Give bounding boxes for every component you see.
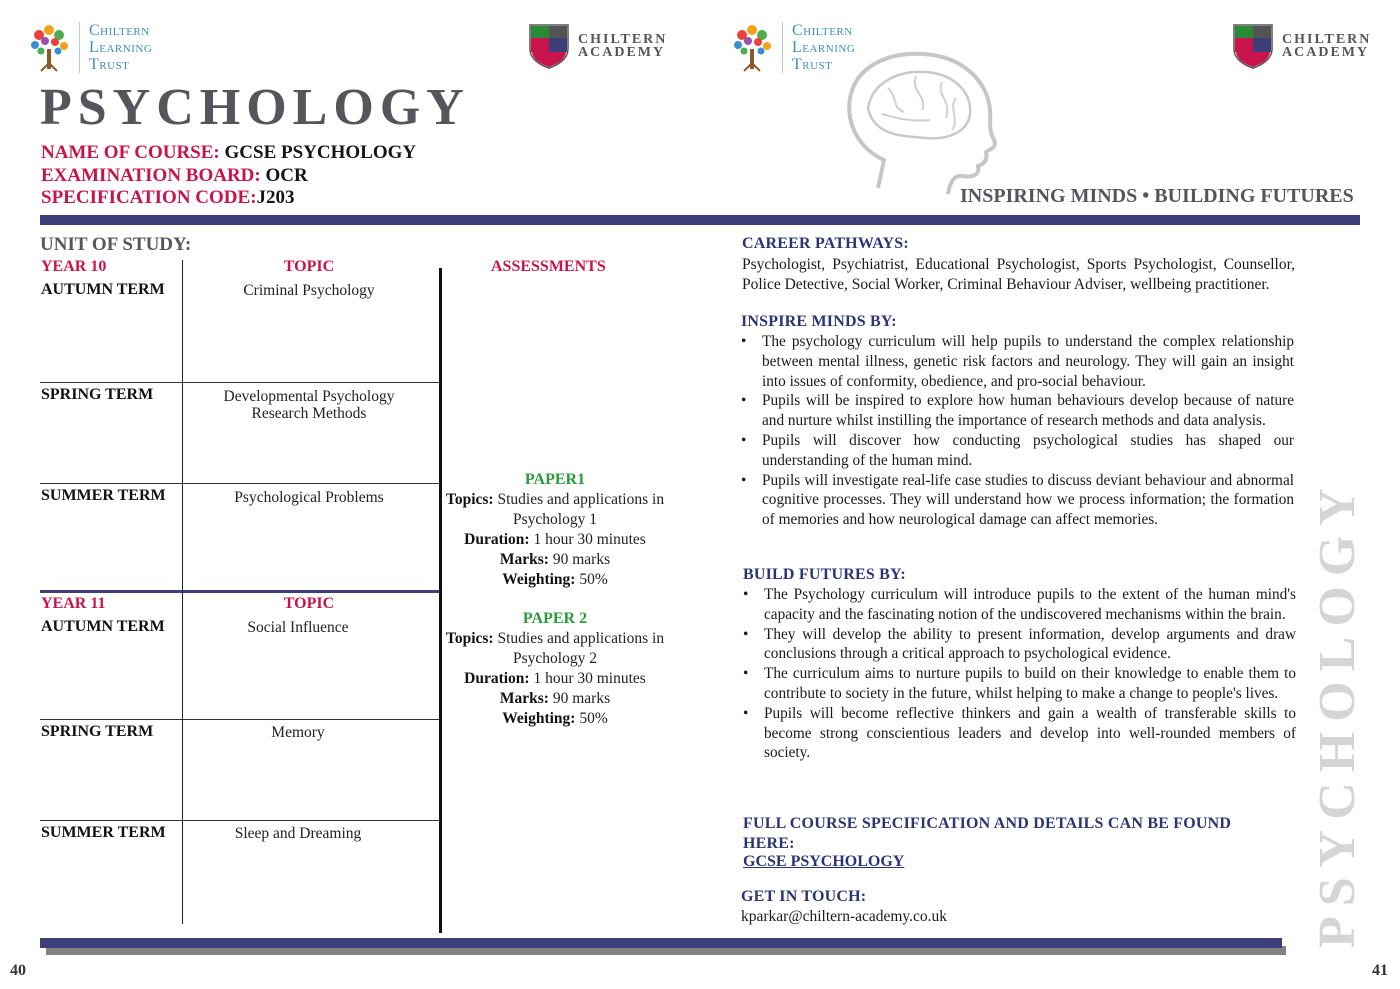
list-item: • They will develop the ability to present information, develop arguments and draw conclusions through a critical approach to psychological evidence. bbox=[743, 625, 1296, 665]
row-divider bbox=[40, 820, 441, 821]
y11-summer-term: SUMMER TERM bbox=[41, 824, 166, 841]
y10-spring-topic: Developmental Psychology Research Methods bbox=[223, 388, 395, 422]
course-info bbox=[41, 142, 416, 210]
paper-2-duration: Duration: 1 hour 30 minutes bbox=[464, 670, 646, 687]
trust-logo bbox=[27, 22, 152, 73]
academy-name: CHILTERN ACADEMY bbox=[578, 32, 668, 60]
page-title: PSYCHOLOGY bbox=[40, 79, 470, 136]
build-futures-header: BUILD FUTURES BY: bbox=[743, 566, 906, 583]
paper-2-topics: Topics: Studies and applications in Psychology 2 bbox=[445, 630, 665, 667]
academy-logo-right bbox=[1232, 23, 1371, 69]
paper-1-title: PAPER1 bbox=[524, 471, 586, 488]
y11-spring-term: SPRING TERM bbox=[41, 723, 154, 740]
paper-1-topics: Topics: Studies and applications in Psychology 1 bbox=[445, 491, 665, 528]
tree-icon bbox=[730, 23, 774, 73]
paper-2-title: PAPER 2 bbox=[522, 610, 588, 627]
shield-icon bbox=[528, 23, 570, 69]
list-item: • The psychology curriculum will help pupils to understand the complex relationship between mental illness, genetic risk factors and neurology. They will gain an insight into issues of conformity, obedience, and pro-social behaviour. bbox=[741, 332, 1294, 391]
column-divider bbox=[182, 260, 183, 924]
trust-name: Chiltern Learning Trust bbox=[79, 22, 152, 73]
y10-spring-term: SPRING TERM bbox=[41, 386, 154, 403]
exam-board-line: EXAMINATION BOARD: OCR bbox=[41, 164, 308, 186]
academy-logo bbox=[528, 23, 667, 69]
list-item: • The curriculum aims to nurture pupils to build on their knowledge to enable them to contribute to society in the future, whilst helping to make a change to people's lives. bbox=[743, 664, 1296, 704]
spec-header: FULL COURSE SPECIFICATION AND DETAILS CAN BE FOUND HERE: bbox=[743, 815, 1232, 852]
list-item: • The Psychology curriculum will introduce pupils to the extent of the human mind's capacity and the fascinating notion of the undiscovered mechanisms within the brain. bbox=[743, 585, 1296, 625]
y10-autumn-topic: Criminal Psychology bbox=[243, 282, 375, 299]
row-divider bbox=[40, 382, 441, 383]
tree-icon bbox=[27, 23, 71, 73]
y11-spring-topic: Memory bbox=[271, 724, 325, 741]
list-item: • Pupils will discover how conducting psychological studies has shaped our understanding of the human mind. bbox=[741, 431, 1294, 471]
contact-header: GET IN TOUCH: bbox=[741, 888, 867, 905]
shield-icon bbox=[1232, 23, 1274, 69]
course-name-line: NAME OF COURSE: GCSE PSYCHOLOGY bbox=[41, 142, 417, 163]
career-pathways-header: CAREER PATHWAYS: bbox=[742, 235, 909, 252]
brain-head-icon bbox=[838, 48, 1003, 200]
y10-summer-topic: Psychological Problems bbox=[234, 489, 384, 506]
inspire-minds-list bbox=[741, 332, 1294, 530]
paper-1-marks: Marks: 90 marks bbox=[499, 551, 611, 568]
year-10-topic-header: TOPIC bbox=[283, 258, 335, 275]
y11-autumn-term: AUTUMN TERM bbox=[41, 618, 165, 635]
trust-name: Chiltern Learning Trust bbox=[782, 22, 855, 73]
footer-bar bbox=[40, 938, 1282, 948]
year-11-topic-header: TOPIC bbox=[283, 595, 335, 612]
page-number-left: 40 bbox=[10, 962, 26, 979]
y11-autumn-topic: Social Influence bbox=[247, 619, 349, 636]
y11-summer-topic: Sleep and Dreaming bbox=[234, 825, 362, 842]
unit-of-study-title: UNIT OF STUDY: bbox=[40, 234, 192, 255]
trust-logo-right bbox=[730, 22, 855, 73]
list-item: • Pupils will become reflective thinkers and gain a wealth of transferable skills to become strong conscientious leaders and develop into well-rounded members of society. bbox=[743, 704, 1296, 763]
contact-email[interactable]: kparkar@chiltern-academy.co.uk bbox=[741, 908, 948, 925]
year-divider bbox=[40, 590, 442, 593]
row-divider bbox=[40, 483, 441, 484]
spec-code-line: SPECIFICATION CODE:J203 bbox=[41, 187, 295, 208]
page-number-right: 41 bbox=[1372, 962, 1388, 979]
list-item: • Pupils will investigate real-life case studies to discuss deviant behaviour and abnormal cognitive processes. They will understand how we process information; the formation of memories and how neurological damage can affect memories. bbox=[741, 471, 1294, 530]
academy-name: CHILTERN ACADEMY bbox=[1282, 32, 1372, 60]
paper-1-weighting: Weighting: 50% bbox=[502, 571, 608, 588]
vertical-title: PSYCHOLOGY bbox=[1309, 478, 1366, 948]
paper-2-block bbox=[435, 609, 675, 729]
assessments-header: ASSESSMENTS bbox=[491, 258, 606, 275]
paper-1-duration: Duration: 1 hour 30 minutes bbox=[464, 531, 646, 548]
tagline: INSPIRING MINDS • BUILDING FUTURES bbox=[960, 185, 1354, 207]
list-item: • Pupils will be inspired to explore how human behaviours develop because of nature and nurture whilst instilling the importance of research methods and data analysis. bbox=[741, 391, 1294, 431]
paper-2-marks: Marks: 90 marks bbox=[499, 690, 611, 707]
row-divider bbox=[40, 719, 441, 720]
inspire-minds-header: INSPIRE MINDS BY: bbox=[741, 313, 897, 330]
assessment-divider bbox=[439, 268, 442, 933]
paper-2-weighting: Weighting: 50% bbox=[502, 710, 608, 727]
gcse-psychology-link[interactable]: GCSE PSYCHOLOGY bbox=[743, 853, 905, 870]
y10-summer-term: SUMMER TERM bbox=[41, 487, 166, 504]
y10-autumn-term: AUTUMN TERM bbox=[41, 281, 165, 298]
header-divider bbox=[40, 215, 1360, 225]
year-11-label: YEAR 11 bbox=[41, 595, 106, 612]
build-futures-list bbox=[743, 585, 1296, 763]
paper-1-block bbox=[435, 470, 675, 590]
career-pathways-text: Psychologist, Psychiatrist, Educational Psychologist, Sports Psychologist, Counsellor, Police Detective, Social Worker, Criminal Behaviour Adviser, wellbeing practitioner. bbox=[742, 256, 1295, 293]
year-10-label: YEAR 10 bbox=[41, 258, 107, 275]
